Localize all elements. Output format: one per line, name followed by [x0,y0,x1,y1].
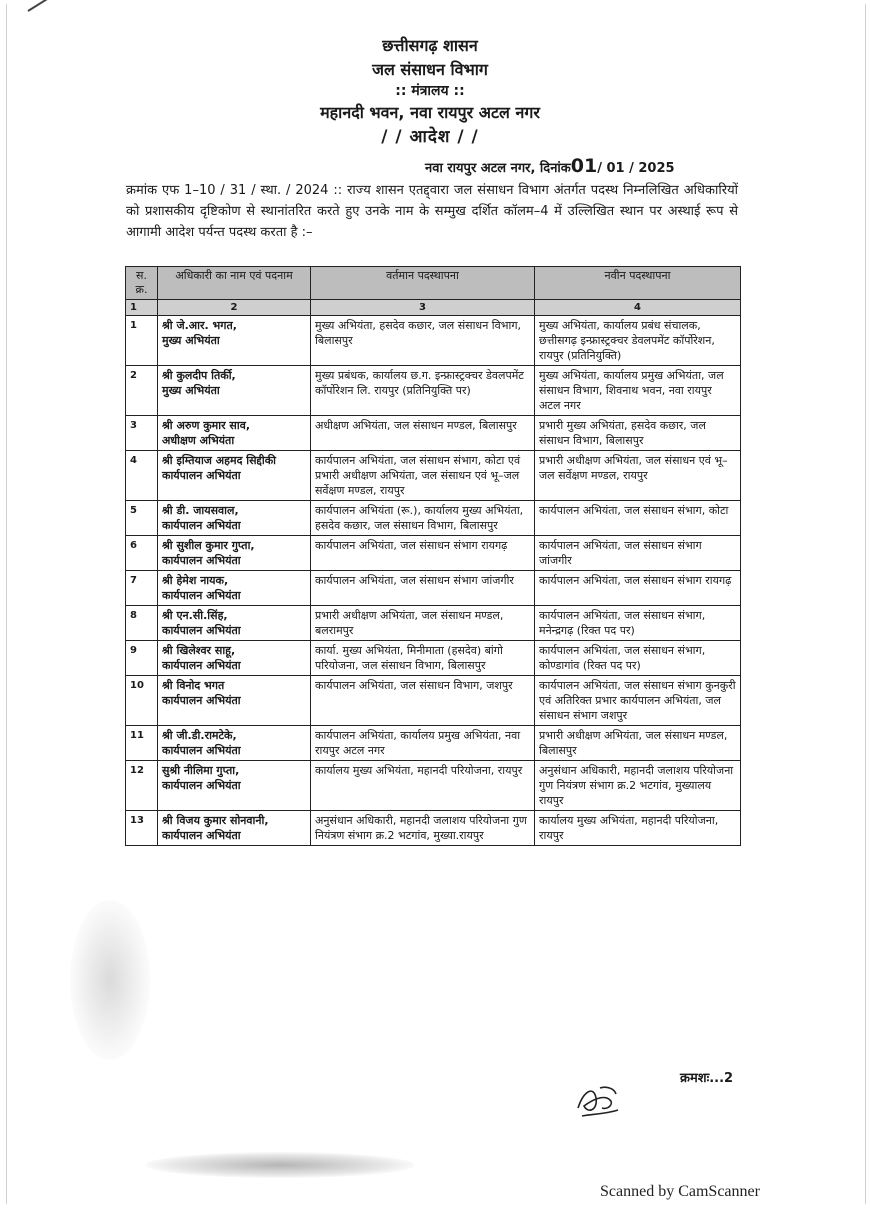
officer-cell [158,451,311,501]
current-posting: कार्यपालन अभियंता, जल संसाधन संभाग जांजगीर [311,571,535,606]
table-row [126,366,741,416]
new-posting: प्रभारी अधीक्षण अभियंता, जल संसाधन मण्डल, बिलासपुर [535,726,741,761]
officer-name: सुश्री नीलिमा गुप्ता, [162,764,240,777]
serial-number: 1 [126,316,158,366]
new-posting: कार्यपालन अभियंता, जल संसाधन संभाग जांजगीर [535,536,741,571]
new-posting: मुख्य अभियंता, कार्यालय प्रमुख अभियंता, जल संसाधन विभाग, शिवनाथ भवन, नवा रायपुर अटल नगर [535,366,741,416]
current-posting: मुख्य अभियंता, हसदेव कछार, जल संसाधन विभाग, बिलासपुर [311,316,535,366]
current-posting: मुख्य प्रबंधक, कार्यालय छ.ग. इन्फ्रास्ट्रक्चर डेवलपमेंट कॉर्पोरेशन लि. रायपुर (प्रतिनियुक्ति पर) [311,366,535,416]
officer-name: श्री एन.सी.सिंह, [162,609,228,622]
table-row [126,811,741,846]
serial-number: 6 [126,536,158,571]
officer-name: श्री कुलदीप तिर्की, [162,369,236,382]
current-posting: प्रभारी अधीक्षण अभियंता, जल संसाधन मण्डल, बलरामपुर [311,606,535,641]
date-day: 01 [570,155,598,177]
continued-marker: क्रमशः...2 [680,1071,734,1086]
officer-designation: कार्यपालन अभियंता [162,519,241,532]
officer-designation: कार्यपालन अभियंता [162,829,241,842]
table-row [126,641,741,676]
signature-image [570,1080,630,1120]
officer-designation: कार्यपालन अभियंता [162,659,241,672]
col-number: 4 [535,300,741,316]
new-posting: प्रभारी अधीक्षण अभियंता, जल संसाधन एवं भू–जल सर्वेक्षण मण्डल, रायपुर [535,451,741,501]
officer-designation: कार्यपालन अभियंता [162,694,241,707]
table-row [126,536,741,571]
table-row [126,451,741,501]
officer-designation: अधीक्षण अभियंता [162,434,235,447]
ministry-label: :: मंत्रालय :: [395,83,465,99]
current-posting: कार्यपालन अभियंता, कार्यालय प्रमुख अभियंता, नवा रायपुर अटल नगर [311,726,535,761]
serial-number: 2 [126,366,158,416]
serial-number: 3 [126,416,158,451]
officer-designation: कार्यपालन अभियंता [162,589,241,602]
current-posting: कार्यपालन अभियंता, जल संसाधन संभाग, कोटा एवं प्रभारी अधीक्षण अभियंता, जल संसाधन एवं भू–जल सर्वेक्षण मण्डल, रायपुर [311,451,535,501]
officer-name: श्री सुशील कुमार गुप्ता, [162,539,255,552]
new-posting: कार्यपालन अभियंता, जल संसाधन संभाग रायगढ़ [535,571,741,606]
officer-designation: कार्यपालन अभियंता [162,624,241,637]
new-posting: कार्यपालन अभियंता, जल संसाधन संभाग, कोण्डागांव (रिक्त पद पर) [535,641,741,676]
serial-number: 8 [126,606,158,641]
date-rest: / 01 / 2025 [597,161,675,176]
table-row [126,571,741,606]
officer-cell [158,811,311,846]
new-posting: कार्यपालन अभियंता, जल संसाधन संभाग कुनकुरी एवं अतिरिक्त प्रभार कार्यपालन अभियंता, जल संसाधन संभाग जशपुर [535,676,741,726]
transfer-table [125,266,741,846]
header-serial: स. क्र. [126,267,158,300]
officer-designation: कार्यपालन अभियंता [162,779,241,792]
table-row [126,501,741,536]
officer-name: श्री अरुण कुमार साव, [162,419,251,432]
order-body-text: क्रमांक एफ 1–10 / 31 / स्था. / 2024 :: राज्य शासन एतद्द्वारा जल संसाधन विभाग अंतर्गत पदस्थ निम्नलिखित अधिकारियों को प्रशासकीय दृष्टिकोण से स्थानांतरित करते हुए उनके नाम के सम्मुख दर्शित कॉलम–4 में उल्लिखित स्थान पर अस्थाई रूप से आगामी आदेश पर्यन्त पदस्थ करता है :– [126,183,738,240]
new-posting: मुख्य अभियंता, कार्यालय प्रबंध संचालक, छत्तीसगढ़ इन्फ्रास्ट्रक्चर डेवलपमेंट कॉर्पोरेशन, रायपुर (प्रतिनियुक्ति) [535,316,741,366]
col-number: 1 [126,300,158,316]
officer-cell [158,726,311,761]
column-number-row [126,300,741,316]
officer-name: श्री इम्तियाज अहमद सिद्दीकी [162,454,277,467]
govt-title: छत्तीसगढ़ शासन [382,36,478,55]
header-current-posting: वर्तमान पदस्थापना [311,267,535,300]
col-number: 2 [158,300,311,316]
current-posting: अधीक्षण अभियंता, जल संसाधन मण्डल, बिलासपुर [311,416,535,451]
officer-name: श्री विजय कुमार सोनवानी, [162,814,269,827]
officer-cell [158,501,311,536]
current-posting: कार्यपालन अभियंता, जल संसाधन विभाग, जशपुर [311,676,535,726]
header-officer: अधिकारी का नाम एवं पदनाम [158,267,311,300]
serial-number: 4 [126,451,158,501]
officer-name: श्री जे.आर. भगत, [162,319,237,332]
officer-cell [158,761,311,811]
serial-number: 5 [126,501,158,536]
table-row [126,606,741,641]
table-row [126,316,741,366]
serial-number: 12 [126,761,158,811]
officer-cell [158,536,311,571]
officer-designation: मुख्य अभियंता [162,384,220,397]
date-prefix: नवा रायपुर अटल नगर, दिनांक [425,161,571,176]
current-posting: कार्या. मुख्य अभियंता, मिनीमाता (हसदेव) बांगो परियोजना, जल संसाधन विभाग, बिलासपुर [311,641,535,676]
officer-designation: मुख्य अभियंता [162,334,220,347]
table-row [126,761,741,811]
officer-cell [158,416,311,451]
camscanner-watermark: Scanned by CamScanner [600,1183,760,1200]
new-posting: प्रभारी मुख्य अभियंता, हसदेव कछार, जल संसाधन विभाग, बिलासपुर [535,416,741,451]
scan-smudge [70,900,150,1060]
serial-number: 11 [126,726,158,761]
table-row [126,726,741,761]
serial-number: 7 [126,571,158,606]
officer-cell [158,641,311,676]
new-posting: कार्यपालन अभियंता, जल संसाधन संभाग, कोटा [535,501,741,536]
serial-number: 13 [126,811,158,846]
serial-number: 10 [126,676,158,726]
officer-designation: कार्यपालन अभियंता [162,469,241,482]
officer-cell [158,606,311,641]
current-posting: कार्यालय मुख्य अभियंता, महानदी परियोजना, रायपुर [311,761,535,811]
table-row [126,416,741,451]
officer-name: श्री जी.डी.रामटेके, [162,729,237,742]
officer-cell [158,571,311,606]
new-posting: अनुसंधान अधिकारी, महानदी जलाशय परियोजना गुण नियंत्रण संभाग क्र.2 भटगांव, मुख्यालय रायपुर [535,761,741,811]
officer-cell [158,366,311,416]
office-address: महानदी भवन, नवा रायपुर अटल नगर [320,103,540,122]
scan-smudge [145,1152,415,1178]
current-posting: अनुसंधान अधिकारी, महानदी जलाशय परियोजना गुण नियंत्रण संभाग क्र.2 भटगांव, मुख्या.रायपुर [311,811,535,846]
officer-name: श्री विनोद भगत [162,679,225,692]
header-new-posting: नवीन पदस्थापना [535,267,741,300]
officer-cell [158,316,311,366]
officer-designation: कार्यपालन अभियंता [162,554,241,567]
new-posting: कार्यपालन अभियंता, जल संसाधन संभाग, मनेन्द्रगढ़ (रिक्त पद पर) [535,606,741,641]
table-row [126,676,741,726]
officer-cell [158,676,311,726]
new-posting: कार्यालय मुख्य अभियंता, महानदी परियोजना, रायपुर [535,811,741,846]
table-header-row [126,267,741,300]
current-posting: कार्यपालन अभियंता (रू.), कार्यालय मुख्य अभियंता, हसदेव कछार, जल संसाधन विभाग, बिलासपुर [311,501,535,536]
department-title: जल संसाधन विभाग [372,60,488,79]
officer-name: श्री डी. जायसवाल, [162,504,239,517]
officer-name: श्री खिलेश्वर साहू, [162,644,236,657]
order-heading: / / आदेश / / [381,127,479,147]
officer-name: श्री हेमेश नायक, [162,574,229,587]
order-date [425,155,745,177]
serial-number: 9 [126,641,158,676]
officer-designation: कार्यपालन अभियंता [162,744,241,757]
col-number: 3 [311,300,535,316]
current-posting: कार्यपालन अभियंता, जल संसाधन संभाग रायगढ़ [311,536,535,571]
